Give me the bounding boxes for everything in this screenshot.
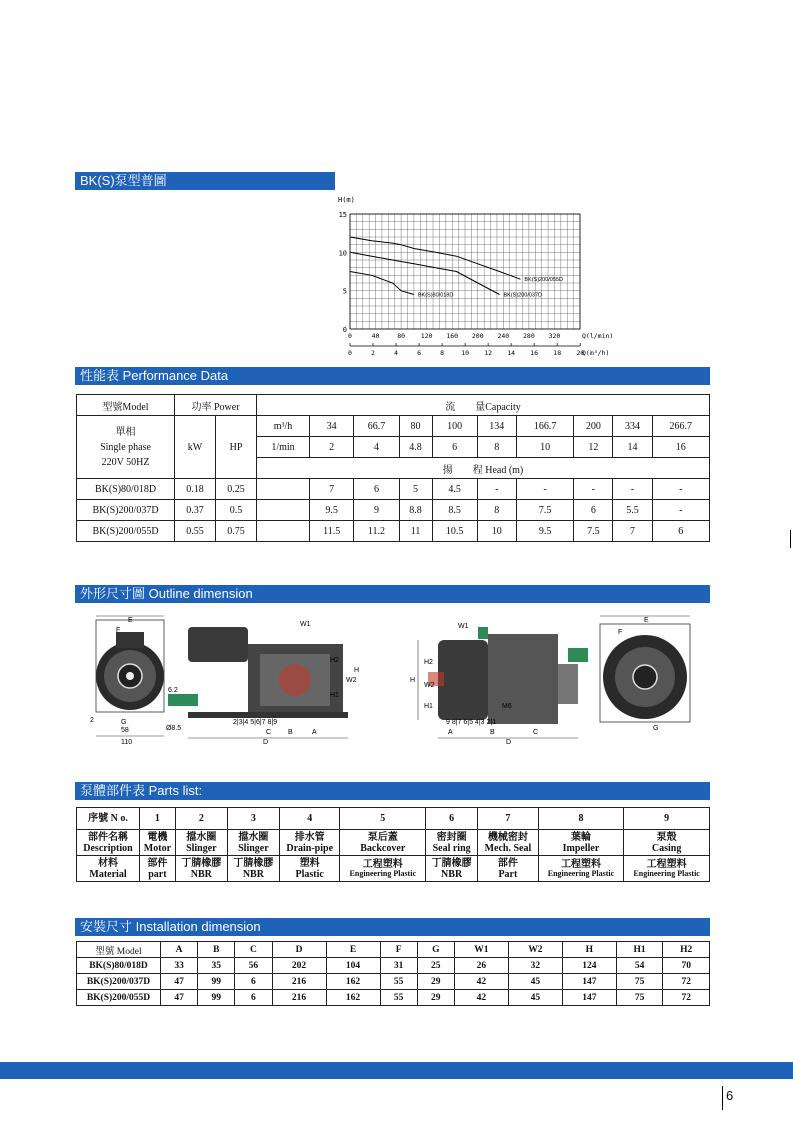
head-cell: 7 — [310, 479, 354, 500]
table-row — [77, 479, 710, 500]
cell: 75 — [616, 974, 663, 990]
desc-cell — [478, 830, 539, 856]
dim-B-left: B — [288, 729, 293, 736]
footer-bar — [0, 1062, 793, 1079]
head-cell: - — [477, 479, 516, 500]
dim-H2-right: H2 — [424, 659, 433, 666]
performance-table — [76, 394, 710, 542]
desc-en: Mech. Seal — [484, 842, 532, 854]
kw-cell: 0.55 — [175, 521, 216, 542]
dim-H2-left: H2 — [330, 657, 339, 664]
unit-hp: HP — [216, 416, 257, 479]
m3h-cell: 334 — [613, 416, 652, 437]
mat-cell — [279, 856, 340, 882]
parts-table — [76, 807, 710, 882]
x-tick-label: 240 — [497, 332, 510, 340]
x2-tick-label: 2 — [371, 349, 375, 357]
head-cell: 11.5 — [310, 521, 354, 542]
desc-en: Slinger — [238, 842, 269, 854]
mat-cell — [175, 856, 227, 882]
header-cell: H1 — [616, 942, 663, 958]
part-no: 5 — [340, 808, 426, 830]
part-no: 3 — [227, 808, 279, 830]
y-tick-label: 5 — [342, 287, 347, 296]
header-cell: C — [235, 942, 272, 958]
desc-en: Slinger — [186, 842, 217, 854]
desc-cell — [279, 830, 340, 856]
cell: 47 — [161, 974, 198, 990]
head-cell: 11.2 — [354, 521, 399, 542]
empty-cell — [257, 500, 310, 521]
cell: 29 — [417, 974, 454, 990]
cell: 216 — [272, 974, 326, 990]
group-cn: 單相 — [115, 426, 136, 438]
mat-cn: 部件 — [147, 857, 168, 869]
y-tick-label: 0 — [342, 326, 347, 334]
installation-table — [76, 941, 710, 1006]
head-cell: 4.5 — [432, 479, 477, 500]
unit-lmin: 1/min — [257, 437, 310, 458]
lmin-cell: 4 — [354, 437, 399, 458]
cell: 72 — [663, 990, 710, 1006]
table-row — [77, 958, 710, 974]
head-cell: 6 — [652, 521, 709, 542]
part-no: 7 — [478, 808, 539, 830]
series-label: BK(S)80/018D — [417, 292, 454, 299]
pump-front-view-right — [568, 624, 690, 722]
head-cell: 8.8 — [399, 500, 432, 521]
x-tick-label: 40 — [371, 332, 380, 340]
cell: 216 — [272, 990, 326, 1006]
head-cell: 6 — [354, 479, 399, 500]
desc-cn: 排水管 — [294, 831, 325, 843]
dim-G-left: G — [121, 719, 127, 726]
desc-en-label: Description — [83, 842, 133, 854]
x-tick-label: 200 — [471, 332, 484, 340]
lmin-cell: 10 — [516, 437, 573, 458]
head-cell: - — [574, 479, 613, 500]
unit-m3h: m³/h — [257, 416, 310, 437]
cell: 42 — [454, 974, 508, 990]
cell: 6 — [235, 974, 272, 990]
mat-cell — [140, 856, 176, 882]
cell: 147 — [562, 974, 616, 990]
install-section-title: 安裝尺寸 Installation dimension — [75, 918, 710, 936]
desc-cell — [140, 830, 176, 856]
kw-cell: 0.37 — [175, 500, 216, 521]
desc-cell — [538, 830, 624, 856]
m3h-cell: 166.7 — [516, 416, 573, 437]
desc-cn: 泵殼 — [656, 831, 677, 843]
header-cell: W1 — [454, 942, 508, 958]
dim-C-left: C — [266, 729, 272, 736]
lmin-cell: 8 — [477, 437, 516, 458]
header-cell: B — [198, 942, 235, 958]
performance-section-title: 性能表 Performance Data — [75, 367, 710, 385]
dim-H1-left: H1 — [330, 692, 339, 699]
dim-W1-left: W1 — [300, 621, 311, 628]
chart-section-title: BK(S)泵型普圖 — [75, 172, 335, 190]
cell: 56 — [235, 958, 272, 974]
header-description — [77, 830, 140, 856]
desc-cn: 機械密封 — [487, 831, 528, 843]
desc-cn: 擋水圈 — [238, 831, 269, 843]
cell: 162 — [326, 974, 380, 990]
header-capacity: 流 量Capacity — [257, 395, 710, 416]
header-cell: D — [272, 942, 326, 958]
x2-tick-label: 0 — [348, 349, 352, 357]
header-cell: W2 — [508, 942, 562, 958]
desc-cn: 密封圈 — [436, 831, 467, 843]
mat-en: NBR — [441, 868, 463, 880]
desc-en: Casing — [651, 842, 682, 854]
outline-dimension-drawing — [88, 612, 708, 747]
mat-en: Part — [498, 868, 518, 880]
mat-en: part — [148, 868, 167, 880]
dim-6-2: 6.2 — [168, 687, 178, 694]
m3h-cell: 34 — [310, 416, 354, 437]
m3h-cell: 266.7 — [652, 416, 709, 437]
mat-cn: 丁腈橡膠 — [431, 857, 472, 869]
m3h-cell: 200 — [574, 416, 613, 437]
mat-cn-label: 材料 — [98, 857, 118, 869]
head-cell: 9.5 — [516, 521, 573, 542]
cell: 147 — [562, 990, 616, 1006]
series-line — [350, 252, 500, 294]
lmin-cell: 14 — [613, 437, 652, 458]
mat-cell — [478, 856, 539, 882]
dim-W1-right: W1 — [458, 623, 469, 630]
x2-axis-label: Q(m³/h) — [582, 349, 610, 357]
x2-tick-label: 20 — [576, 349, 585, 357]
mat-en: Engineering Plastic — [547, 869, 615, 878]
dimension-lines — [96, 616, 690, 738]
parts-section-title: 泵體部件表 Parts list: — [75, 782, 710, 800]
cell: 31 — [380, 958, 417, 974]
dim-58: 58 — [121, 727, 129, 734]
dim-E-left: E — [128, 617, 133, 624]
lmin-cell: 2 — [310, 437, 354, 458]
desc-cn: 泵后蓋 — [367, 831, 398, 843]
desc-cell — [624, 830, 710, 856]
cell: 99 — [198, 990, 235, 1006]
head-cell: 5.5 — [613, 500, 652, 521]
dim-E-right: E — [644, 617, 649, 624]
group-en1: Single phase — [100, 441, 151, 453]
cell: 55 — [380, 974, 417, 990]
cell: 45 — [508, 974, 562, 990]
x2-tick-label: 14 — [507, 349, 516, 357]
desc-cell — [426, 830, 478, 856]
desc-cell — [175, 830, 227, 856]
head-cell: - — [613, 479, 652, 500]
mat-en: NBR — [190, 868, 212, 880]
head-cell: 11 — [399, 521, 432, 542]
mat-cell — [426, 856, 478, 882]
kw-cell: 0.18 — [175, 479, 216, 500]
mat-cn: 工程塑料 — [560, 859, 601, 870]
dim-W2-right: W2 — [424, 682, 435, 689]
desc-cn: 擋水圈 — [186, 831, 217, 843]
cell: 26 — [454, 958, 508, 974]
head-cell: - — [652, 500, 709, 521]
empty-cell — [257, 479, 310, 500]
header-cell: A — [161, 942, 198, 958]
header-cell: F — [380, 942, 417, 958]
header-cell: H2 — [663, 942, 710, 958]
dim-B-right: B — [490, 729, 495, 736]
pump-side-view-left — [168, 627, 348, 718]
dim-C-right: C — [533, 729, 539, 736]
dim-H-left: H — [354, 667, 360, 674]
m3h-cell: 134 — [477, 416, 516, 437]
mat-cell — [227, 856, 279, 882]
mat-cn: 丁腈橡膠 — [181, 857, 222, 869]
mat-cell — [340, 856, 426, 882]
part-no: 6 — [426, 808, 478, 830]
head-cell: 6 — [574, 500, 613, 521]
cell: 99 — [198, 974, 235, 990]
cell: 47 — [161, 990, 198, 1006]
header-power: 功率 Power — [175, 395, 257, 416]
hp-cell: 0.25 — [216, 479, 257, 500]
dim-2: 2 — [90, 717, 94, 724]
cell: 70 — [663, 958, 710, 974]
series-label: BK(S)200/037D — [503, 292, 543, 299]
cell: BK(S)200/037D — [77, 974, 161, 990]
cell: BK(S)200/055D — [77, 990, 161, 1006]
header-head: 揚 程 Head (m) — [257, 458, 710, 479]
mat-en-label: Material — [89, 868, 127, 880]
head-cell: 8.5 — [432, 500, 477, 521]
cell: 72 — [663, 974, 710, 990]
header-cell: H — [562, 942, 616, 958]
unit-kw: kW — [175, 416, 216, 479]
header-material — [77, 856, 140, 882]
performance-curve-chart — [330, 192, 630, 364]
header-cell: E — [326, 942, 380, 958]
cell: 162 — [326, 990, 380, 1006]
dim-110: 110 — [121, 739, 133, 746]
y-tick-label: 10 — [338, 249, 347, 258]
header-no: 序號 N o. — [77, 808, 140, 830]
empty-cell — [257, 521, 310, 542]
desc-en: Backcover — [360, 842, 406, 854]
desc-cn-label: 部件名稱 — [88, 831, 128, 843]
x-tick-label: 160 — [446, 332, 459, 340]
mat-cn: 塑料 — [299, 857, 320, 869]
outline-section-title: 外形尺寸圖 Outline dimension — [75, 585, 710, 603]
head-cell: 10 — [477, 521, 516, 542]
head-cell: 7.5 — [516, 500, 573, 521]
part-no: 8 — [538, 808, 624, 830]
mat-en: Plastic — [295, 868, 324, 880]
x-tick-label: 80 — [397, 332, 406, 340]
head-cell: 10.5 — [432, 521, 477, 542]
head-cell: 5 — [399, 479, 432, 500]
dim-D-right: D — [506, 739, 512, 746]
x2-tick-label: 4 — [394, 349, 399, 357]
pump-front-view-left — [96, 620, 164, 712]
part-no: 2 — [175, 808, 227, 830]
cell: 55 — [380, 990, 417, 1006]
margin-mark — [790, 530, 791, 548]
cell: 75 — [616, 990, 663, 1006]
head-cell: 7.5 — [574, 521, 613, 542]
model-cell: BK(S)200/037D — [77, 500, 175, 521]
part-no: 1 — [140, 808, 176, 830]
head-cell: - — [652, 479, 709, 500]
x2-tick-label: 12 — [484, 349, 493, 357]
x-tick-label: 0 — [348, 332, 352, 340]
desc-cell — [340, 830, 426, 856]
cell: 202 — [272, 958, 326, 974]
x2-tick-label: 6 — [417, 349, 422, 357]
dim-dia: Ø8.5 — [166, 725, 182, 732]
cell: BK(S)80/018D — [77, 958, 161, 974]
table-row — [77, 974, 710, 990]
x-axis-label: Q(l/min) — [582, 332, 614, 340]
page-number: 6 — [726, 1088, 734, 1103]
x-tick-label: 280 — [523, 332, 535, 340]
cell: 35 — [198, 958, 235, 974]
desc-cn: 電機 — [147, 831, 168, 843]
desc-en: Drain-pipe — [286, 842, 334, 854]
x2-tick-label: 18 — [553, 349, 562, 357]
lmin-cell: 16 — [652, 437, 709, 458]
dim-F-left: F — [116, 627, 121, 634]
table-row — [77, 990, 710, 1006]
part-no: 9 — [624, 808, 710, 830]
y-axis-label: H(m) — [338, 196, 355, 204]
dim-A-left: A — [312, 729, 317, 736]
group-en2: 220V 50HZ — [101, 456, 150, 468]
cell: 45 — [508, 990, 562, 1006]
single-phase-group — [77, 416, 175, 479]
mat-en: NBR — [242, 868, 264, 880]
dim-H1-right: H1 — [424, 703, 433, 710]
dim-D-left: D — [263, 739, 269, 746]
cell: 29 — [417, 990, 454, 1006]
head-cell: 7 — [613, 521, 652, 542]
table-row — [77, 500, 710, 521]
part-no: 4 — [279, 808, 340, 830]
mat-cell — [624, 856, 710, 882]
cell: 25 — [417, 958, 454, 974]
y-tick-label: 15 — [338, 211, 347, 219]
desc-en: Motor — [143, 842, 172, 854]
mat-en: Engineering Plastic — [633, 869, 700, 878]
mat-cn: 丁腈橡膠 — [233, 857, 274, 869]
header-cell: G — [417, 942, 454, 958]
desc-cell — [227, 830, 279, 856]
lmin-cell: 12 — [574, 437, 613, 458]
hp-cell: 0.75 — [216, 521, 257, 542]
mat-en: Engineering Plastic — [349, 869, 416, 878]
m3h-cell: 100 — [432, 416, 477, 437]
desc-en: Impeller — [562, 842, 600, 854]
page-number-divider — [722, 1086, 723, 1110]
cell: 32 — [508, 958, 562, 974]
cell: 54 — [616, 958, 663, 974]
head-cell: - — [516, 479, 573, 500]
dim-H-right: H — [410, 677, 416, 684]
model-cell: BK(S)80/018D — [77, 479, 175, 500]
model-cell: BK(S)200/055D — [77, 521, 175, 542]
x2-tick-label: 10 — [461, 349, 470, 357]
head-cell: 9.5 — [310, 500, 354, 521]
x-tick-label: 320 — [548, 332, 561, 340]
dim-F-right: F — [618, 629, 623, 636]
head-cell: 8 — [477, 500, 516, 521]
hp-cell: 0.5 — [216, 500, 257, 521]
cell: 33 — [161, 958, 198, 974]
lmin-cell: 4.8 — [399, 437, 432, 458]
m3h-cell: 66.7 — [354, 416, 399, 437]
part-numbers-left: 2|3|4 5|6|7 8|9 — [233, 719, 278, 726]
cell: 6 — [235, 990, 272, 1006]
dim-A-right: A — [448, 729, 453, 736]
header-model: 型號 Model — [77, 942, 161, 958]
head-cell: 9 — [354, 500, 399, 521]
desc-en: Seal ring — [432, 842, 471, 854]
mat-cn: 工程塑料 — [362, 859, 403, 870]
cell: 42 — [454, 990, 508, 1006]
dim-M6: M6 — [502, 703, 512, 710]
desc-cn: 葉輪 — [570, 831, 591, 843]
x-tick-label: 120 — [420, 332, 433, 340]
part-numbers-right: 9 8|7 6|5 4|3 2|1 — [446, 719, 497, 726]
series-label: BK(S)200/055D — [524, 277, 563, 284]
mat-cell — [538, 856, 624, 882]
x2-tick-label: 8 — [440, 349, 445, 357]
m3h-cell: 80 — [399, 416, 432, 437]
dim-W2-left: W2 — [346, 677, 357, 684]
table-row — [77, 521, 710, 542]
lmin-cell: 6 — [432, 437, 477, 458]
dim-G-right: G — [653, 725, 659, 732]
header-model: 型號Model — [77, 395, 175, 416]
mat-cn: 工程塑料 — [646, 859, 687, 870]
x2-tick-label: 16 — [530, 349, 539, 357]
cell: 124 — [562, 958, 616, 974]
cell: 104 — [326, 958, 380, 974]
mat-cn: 部件 — [497, 857, 518, 869]
